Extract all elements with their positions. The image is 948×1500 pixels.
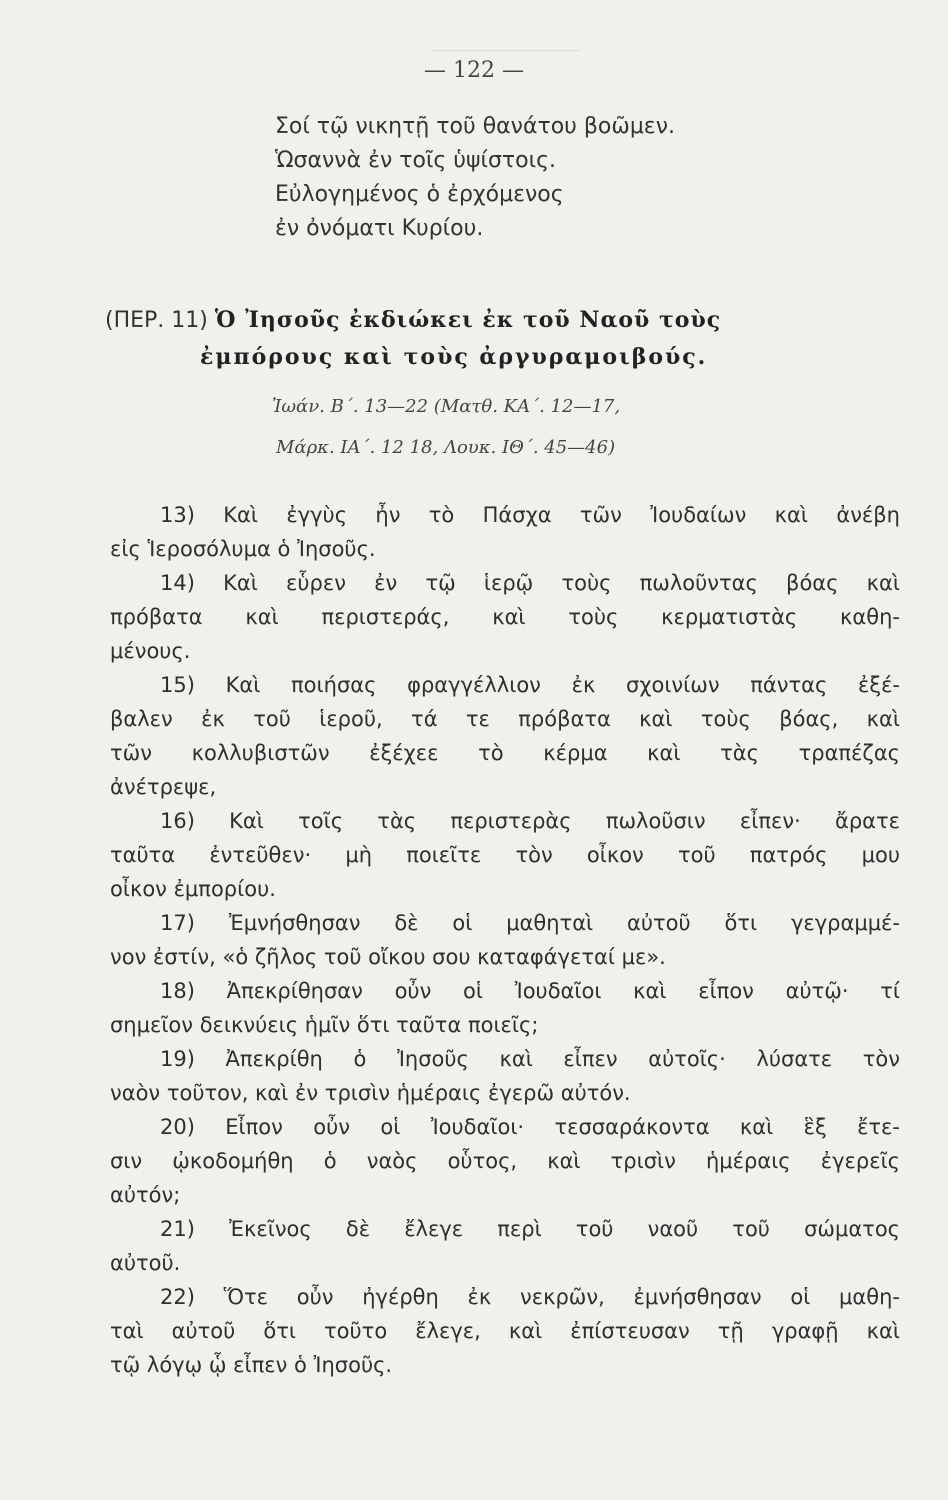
page-number: — 122 — xyxy=(424,58,524,83)
verse-line: 14) Καὶ εὗρεν ἐν τῷ ἱερῷ τοὺς πωλοῦντας βόας καὶ xyxy=(160,571,900,595)
hymn-line: Σοί τῷ νικητῇ τοῦ θανάτου βοῶμεν. xyxy=(275,114,675,139)
verse-line: 13) Καὶ ἐγγὺς ἦν τὸ Πάσχα τῶν Ἰουδαίων καὶ ἀνέβη xyxy=(160,503,900,527)
verse-line: 20) Εἶπον οὖν οἱ Ἰουδαῖοι· τεσσαράκοντα καὶ ἓξ ἔτε- xyxy=(160,1115,900,1139)
verse-line: οἶκον ἐμπορίου. xyxy=(110,877,276,901)
verse-line: 22) Ὅτε οὖν ἠγέρθη ἐκ νεκρῶν, ἐμνήσθησαν οἱ μαθη- xyxy=(160,1285,900,1309)
section-title-part-1: Ὁ Ἰησοῦς ἐκδιώκει ἐκ τοῦ Ναοῦ τοὺς xyxy=(214,307,722,333)
hymn-line: Εὐλογημένος ὁ ἐρχόμενος xyxy=(275,182,564,207)
verse-line: ἀνέτρεψε, xyxy=(110,775,217,799)
hymn-line: ἐν ὀνόματι Κυρίου. xyxy=(275,216,484,241)
verse-line: σιν ᾠκοδομήθη ὁ ναὸς οὗτος, καὶ τρισὶν ἡμέραις ἐγερεῖς xyxy=(110,1149,900,1173)
verse-line: 16) Καὶ τοῖς τὰς περιστερὰς πωλοῦσιν εἶπεν· ἄρατε xyxy=(160,809,900,833)
verse-line: τῶν κολλυβιστῶν ἐξέχεε τὸ κέρμα καὶ τὰς τραπέζας xyxy=(110,741,900,765)
verse-line: αὐτόν; xyxy=(110,1183,181,1207)
verse-line: νον ἐστίν, «ὁ ζῆλος τοῦ οἴκου σου καταφάγεταί με». xyxy=(110,945,666,969)
section-title-line-2: ἐμπόρους καὶ τοὺς ἀργυραμοιβούς. xyxy=(200,344,708,370)
verse-line: 19) Ἀπεκρίθη ὁ Ἰησοῦς καὶ εἶπεν αὐτοῖς· λύσατε τὸν xyxy=(160,1047,900,1071)
section-title-line-1 xyxy=(105,302,905,339)
verse-line: ταῦτα ἐντεῦθεν· μὴ ποιεῖτε τὸν οἶκον τοῦ πατρός μου xyxy=(110,843,900,867)
hymn-block xyxy=(275,110,675,246)
verse-line: βαλεν ἐκ τοῦ ἱεροῦ, τά τε πρόβατα καὶ τοὺς βόας, καὶ xyxy=(110,707,900,731)
verse-line: σημεῖον δεικνύεις ἡμῖν ὅτι ταῦτα ποιεῖς; xyxy=(110,1013,539,1037)
verse-line: 18) Ἀπεκρίθησαν οὖν οἱ Ἰουδαῖοι καὶ εἶπον αὐτῷ· τί xyxy=(160,979,900,1003)
verse-line: 15) Καὶ ποιήσας φραγγέλλιον ἐκ σχοινίων πάντας ἐξέ- xyxy=(160,673,900,697)
section-number: (ΠΕΡ. 11) xyxy=(105,308,208,333)
hymn-line: Ὡσαννὰ ἐν τοῖς ὑψίστοις. xyxy=(275,148,556,173)
verse-line: τῷ λόγῳ ᾧ εἶπεν ὁ Ἰησοῦς. xyxy=(110,1353,393,1377)
verse-line: πρόβατα καὶ περιστεράς, καὶ τοὺς κερματιστὰς καθη- xyxy=(110,605,900,629)
scripture-references xyxy=(272,386,620,468)
reference-line: Ἰωάν. Β΄. 13—22 (Ματθ. ΚΑ΄. 12—17, xyxy=(272,396,621,417)
top-rule xyxy=(430,50,580,51)
reference-line: Μάρκ. ΙΑ΄. 12 18, Λουκ. ΙΘ΄. 45—46) xyxy=(276,437,616,458)
verse-line: αὐτοῦ. xyxy=(110,1251,181,1275)
verse-line: 17) Ἐμνήσθησαν δὲ οἱ μαθηταὶ αὐτοῦ ὅτι γεγραμμέ- xyxy=(160,911,900,935)
verse-line: ταὶ αὐτοῦ ὅτι τοῦτο ἔλεγε, καὶ ἐπίστευσαν τῇ γραφῇ καὶ xyxy=(110,1319,900,1343)
verse-line: 21) Ἐκεῖνος δὲ ἔλεγε περὶ τοῦ ναοῦ τοῦ σώματος xyxy=(160,1217,900,1241)
verse-line: ναὸν τοῦτον, καὶ ἐν τρισὶν ἡμέραις ἐγερῶ αὐτόν. xyxy=(110,1081,631,1105)
section-heading xyxy=(105,302,905,375)
verse-line: εἰς Ἱεροσόλυμα ὁ Ἰησοῦς. xyxy=(110,537,376,561)
verse-line: μένους. xyxy=(110,639,191,663)
verse-text xyxy=(110,498,900,1382)
